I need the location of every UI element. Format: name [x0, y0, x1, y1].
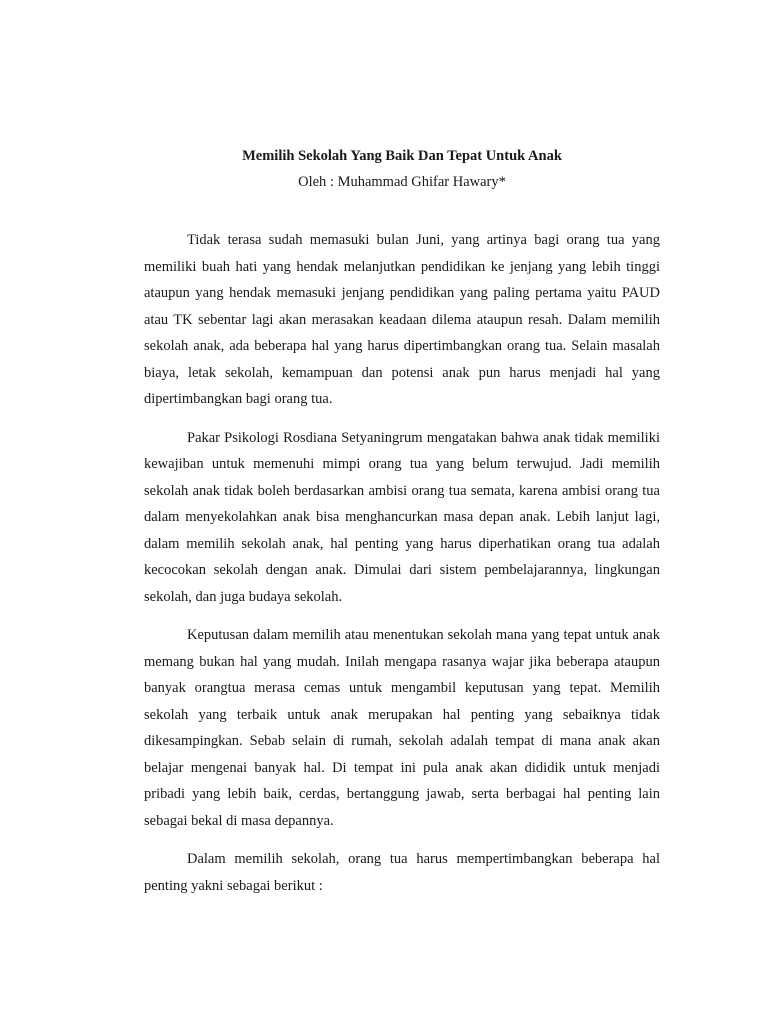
- paragraph-2: Pakar Psikologi Rosdiana Setyaningrum mengatakan bahwa anak tidak memiliki kewajiban untuk memenuhi mimpi orang tua yang belum terwujud. Jadi memilih sekolah anak tidak boleh berdasarkan ambisi orang tua semata, karena ambisi orang tua dalam menyekolahkan anak bisa menghancurkan masa depan anak. Lebih lanjut lagi, dalam memilih sekolah anak, hal penting yang harus diperhatikan orang tua adalah kecocokan sekolah dengan anak. Dimulai dari sistem pembelajarannya, lingkungan sekolah, dan juga budaya sekolah.: [144, 429, 660, 605]
- document-author: Oleh : Muhammad Ghifar Hawary*: [298, 174, 506, 190]
- paragraph-3: Keputusan dalam memilih atau menentukan sekolah mana yang tepat untuk anak memang bukan hal yang mudah. Inilah mengapa rasanya wajar jika beberapa ataupun banyak orangtua merasa cemas untuk mengambil keputusan yang tepat. Memilih sekolah yang terbaik untuk anak merupakan hal penting yang sebaiknya tidak dikesampingkan. Sebab selain di rumah, sekolah adalah tempat di mana anak akan belajar mengenai banyak hal. Di tempat ini pula anak akan dididik untuk menjadi pribadi yang lebih baik, cerdas, bertanggung jawab, serta berbagai hal penting lain sebagai bekal di masa depannya.: [144, 627, 660, 829]
- document-body: [144, 146, 660, 899]
- paragraph-4: Dalam memilih sekolah, orang tua harus mempertimbangkan beberapa hal penting yakni sebagai berikut :: [144, 851, 660, 894]
- document-title: Memilih Sekolah Yang Baik Dan Tepat Untuk Anak: [242, 148, 562, 164]
- paragraph-1: Tidak terasa sudah memasuki bulan Juni, yang artinya bagi orang tua yang memiliki buah hati yang hendak melanjutkan pendidikan ke jenjang yang lebih tinggi ataupun yang hendak memasuki jenjang pendidikan yang paling pertama yaitu PAUD atau TK sebentar lagi akan merasakan keadaan dilema ataupun resah. Dalam memilih sekolah anak, ada beberapa hal yang harus dipertimbangkan orang tua. Selain masalah biaya, letak sekolah, kemampuan dan potensi anak pun harus menjadi hal yang dipertimbangkan bagi orang tua.: [144, 232, 660, 407]
